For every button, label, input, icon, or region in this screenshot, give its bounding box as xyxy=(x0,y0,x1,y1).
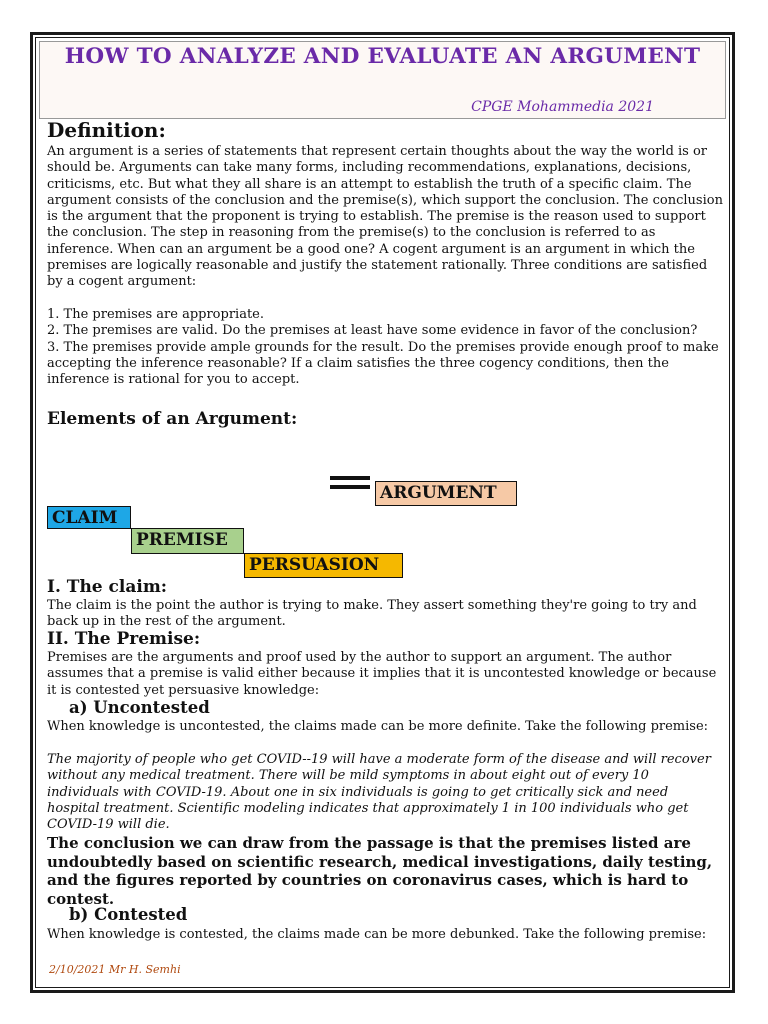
elements-heading: Elements of an Argument: xyxy=(47,409,298,429)
definition-body xyxy=(47,144,724,291)
equals-bar-top xyxy=(330,476,370,480)
diagram-premise-box: PREMISE xyxy=(131,528,244,554)
uncontested-example-text: The majority of people who get COVID--19 will have a moderate form of the disease and will recover without any medical treatment. There will be mild symptoms in about eight out of every 10 individuals with COVID-19. About one in six individuals is going to get critically sick and need hospital treatment. Scientific modeling indicates that approximately 1 in 100 individuals who get COVID-19 will die. xyxy=(47,752,711,833)
premise-paragraph: Premises are the arguments and proof used by the author to support an argument. The author assumes that a premise is valid either because it implies that it is uncontested knowledge or because it is contested yet persuasive knowledge: xyxy=(47,650,717,698)
claim-heading: I. The claim: xyxy=(47,577,168,597)
premise-body xyxy=(47,650,724,699)
document-title: HOW TO ANALYZE AND EVALUATE AN ARGUMENT xyxy=(64,44,701,69)
contested-intro-text: When knowledge is contested, the claims made can be more debunked. Take the following premise: xyxy=(47,927,707,942)
diagram-persuasion-box: PERSUASION xyxy=(244,553,403,578)
premise-heading: II. The Premise: xyxy=(47,629,201,649)
condition-item: 3. The premises provide ample grounds for the result. Do the premises provide enough proof to make accepting the inference reasonable? If a claim satisfies the three cogency conditions, then the inference is rational for you to accept. xyxy=(47,339,719,388)
diagram-claim-box: CLAIM xyxy=(47,506,131,529)
contested-intro xyxy=(47,927,724,943)
diagram-argument-box: ARGUMENT xyxy=(375,481,517,506)
claim-paragraph: The claim is the point the author is trying to make. They assert something they're going to try and back up in the rest of the argument. xyxy=(47,598,697,630)
uncontested-intro-text: When knowledge is uncontested, the claims made can be more definite. Take the following premise: xyxy=(47,719,709,734)
equals-bar-bottom xyxy=(330,485,370,489)
uncontested-intro xyxy=(47,719,724,735)
definition-heading: Definition: xyxy=(47,118,166,142)
conditions-list xyxy=(47,307,724,388)
definition-paragraph: An argument is a series of statements that represent certain thoughts about the way the world is or should be. Arguments can take many forms, including recommendations, explanations, decisions, criticisms, etc. But what they all share is an attempt to establish the truth of a specific claim. The argument consists of the conclusion and the premise(s), which support the conclusion. The conclusion is the argument that the proponent is trying to establish. The premise is the reason used to support the conclusion. The step in reasoning from the premise(s) to the conclusion is referred to as inference. When can an argument be a good one? A cogent argument is an argument in which the premises are logically reasonable and justify the statement rationally. Three conditions are satisfied by a cogent argument: xyxy=(47,144,723,290)
uncontested-heading: a) Uncontested xyxy=(69,698,210,717)
uncontested-conclusion-text: The conclusion we can draw from the passage is that the premises listed are undoubtedly based on scientific research, medical investigations, daily testing, and the figures reported by countries on coronavirus cases, which is hard to contest. xyxy=(47,834,713,908)
uncontested-example xyxy=(47,752,724,833)
contested-heading: b) Contested xyxy=(69,905,188,924)
condition-item: 2. The premises are valid. Do the premises at least have some evidence in favor of the conclusion? xyxy=(47,323,698,339)
footer-date-author: 2/10/2021 Mr H. Semhi xyxy=(49,963,181,976)
uncontested-conclusion xyxy=(47,834,727,908)
claim-body xyxy=(47,598,724,631)
condition-item: 1. The premises are appropriate. xyxy=(47,307,265,322)
document-subtitle: CPGE Mohammedia 2021 xyxy=(471,99,654,115)
